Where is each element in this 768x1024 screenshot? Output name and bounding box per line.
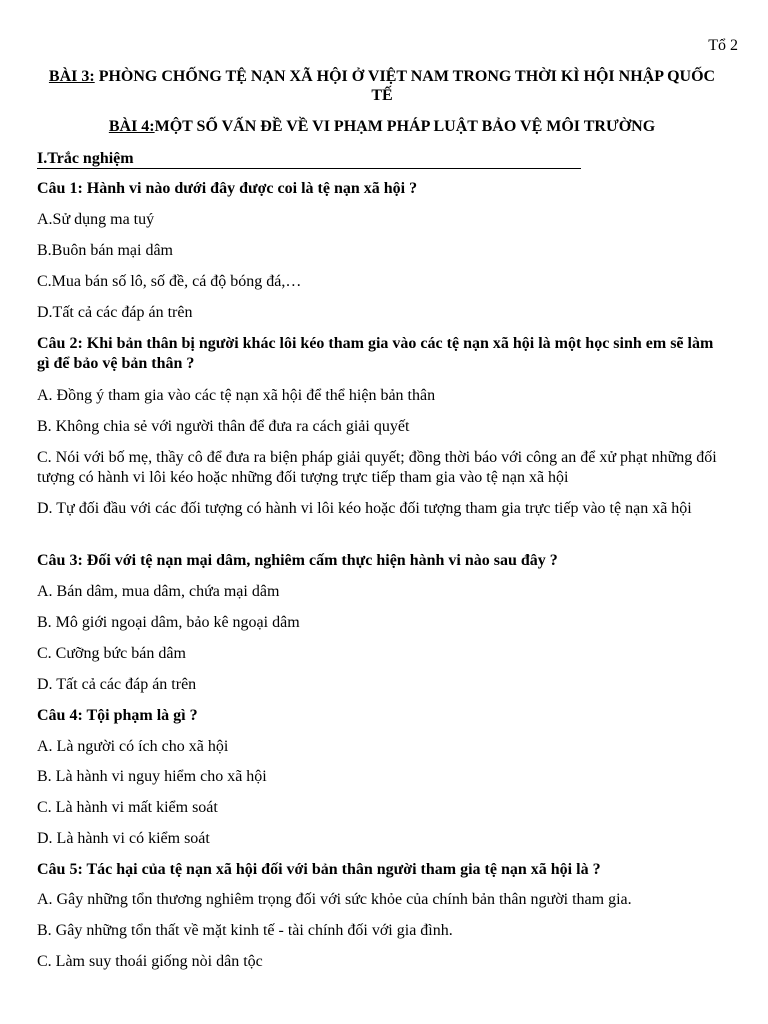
lesson-3-title xyxy=(37,67,727,105)
question-3-option-b: B. Mô giới ngoại dâm, bảo kê ngoại dâm xyxy=(37,614,300,631)
question-4-option-b: B. Là hành vi nguy hiểm cho xã hội xyxy=(37,768,267,785)
question-5-option-c: C. Làm suy thoái giống nòi dân tộc xyxy=(37,953,263,970)
lesson-4-title xyxy=(37,117,727,136)
lesson-4-prefix: BÀI 4: xyxy=(108,118,155,135)
question-4: Câu 4: Tội phạm là gì ? xyxy=(37,707,198,724)
question-1: Câu 1: Hành vi nào dưới đây được coi là tệ nạn xã hội ? xyxy=(37,180,418,197)
question-1-option-a: A.Sử dụng ma tuý xyxy=(37,211,155,228)
question-4-option-a: A. Là người có ích cho xã hội xyxy=(37,738,229,755)
question-2-option-b: B. Không chia sẻ với người thân để đưa ra cách giải quyết xyxy=(37,418,410,435)
lesson-4-text: MỘT SỐ VẤN ĐỀ VỀ VI PHẠM PHÁP LUẬT BẢO VỆ MÔI TRƯỜNG xyxy=(154,118,656,135)
lesson-3-text: PHÒNG CHỐNG TỆ NẠN XÃ HỘI Ở VIỆT NAM TRONG THỜI KÌ HỘI NHẬP QUỐC TẾ xyxy=(94,68,716,104)
question-3-option-d: D. Tất cả các đáp án trên xyxy=(37,676,197,693)
lesson-3-prefix: BÀI 3: xyxy=(48,68,95,85)
question-4-option-c: C. Là hành vi mất kiểm soát xyxy=(37,799,218,816)
question-1-option-d: D.Tất cả các đáp án trên xyxy=(37,304,193,321)
group-label: Tổ 2 xyxy=(708,37,738,54)
question-5: Câu 5: Tác hại của tệ nạn xã hội đối với bản thân người tham gia tệ nạn xã hội là ? xyxy=(37,861,601,878)
question-1-option-b: B.Buôn bán mại dâm xyxy=(37,242,173,259)
question-4-option-d: D. Là hành vi có kiểm soát xyxy=(37,830,210,847)
question-2: Câu 2: Khi bản thân bị người khác lôi kéo tham gia vào các tệ nạn xã hội là một học sinh em sẽ làm gì để bảo vệ bản thân ? xyxy=(37,335,714,372)
question-5-option-a: A. Gây những tổn thương nghiêm trọng đối với sức khỏe của chính bản thân người tham gia. xyxy=(37,891,632,908)
question-1-option-c: C.Mua bán số lô, số đề, cá độ bóng đá,… xyxy=(37,273,302,290)
question-2-option-c: C. Nói với bố mẹ, thầy cô để đưa ra biện pháp giải quyết; đồng thời báo với công an để xử phạt những đối tượng có hành vi lôi kéo hoặc những đối tượng trực tiếp tham gia vào tệ nạn xã hội xyxy=(37,449,717,486)
question-3-option-a: A. Bán dâm, mua dâm, chứa mại dâm xyxy=(37,583,280,600)
question-3-option-c: C. Cưỡng bức bán dâm xyxy=(37,645,186,662)
question-2-option-d: D. Tự đối đầu với các đối tượng có hành vi lôi kéo hoặc đối tượng tham gia trực tiếp vào tệ nạn xã hội xyxy=(37,500,692,517)
question-3: Câu 3: Đối với tệ nạn mại dâm, nghiêm cấm thực hiện hành vi nào sau đây ? xyxy=(37,552,558,569)
section-heading: I.Trắc nghiệm xyxy=(37,149,581,169)
question-5-option-b: B. Gây những tổn thất về mặt kinh tế - tài chính đối với gia đình. xyxy=(37,922,453,939)
question-2-option-a: A. Đồng ý tham gia vào các tệ nạn xã hội để thể hiện bản thân xyxy=(37,387,436,404)
